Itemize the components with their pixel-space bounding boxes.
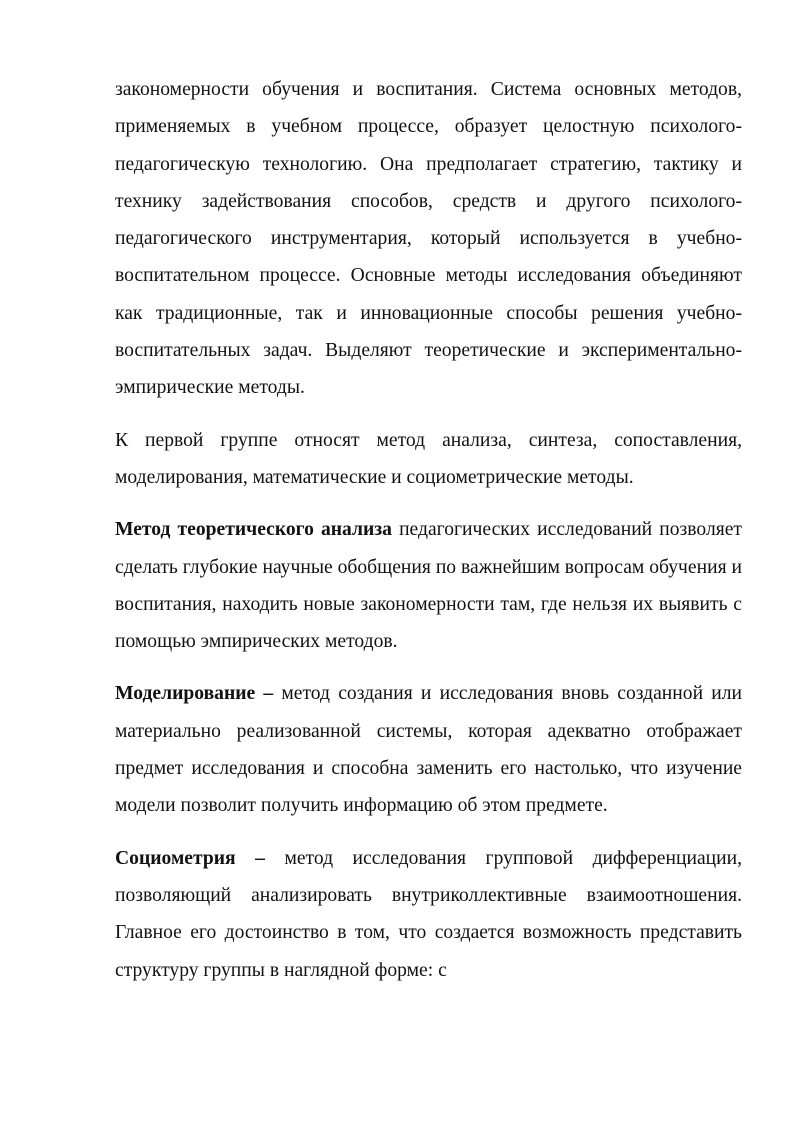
term-sociometry-dash: –	[235, 847, 265, 869]
paragraph-intro	[115, 71, 742, 407]
term-theoretical-analysis: Метод теоретического анализа	[115, 519, 392, 541]
paragraph-theoretical-analysis-text: педагогических исследований позволяет сделать глубокие научные обобщения по важнейшим вопросам обучения и воспитания, находить новые закономерности там, где нельзя их выявить с помощью эмпирических методов.	[115, 519, 742, 653]
term-sociometry: Социометрия	[115, 847, 236, 869]
paragraph-first-group	[115, 422, 742, 497]
paragraph-intro-text: закономерности обучения и воспитания. Система основных методов, применяемых в учебном процессе, образует целостную психолого-педагогическую технологию. Она предполагает стратегию, тактику и технику задействования способов, средств и другого психолого-педагогического инструментария, который используется в учебно-воспитательном процессе. Основные методы исследования объединяют как традиционные, так и инновационные способы решения учебно-воспитательных задач. Выделяют теоретические и экспериментально-эмпирические методы.	[115, 79, 742, 399]
paragraph-modeling	[115, 675, 742, 824]
paragraph-modeling-text: метод создания и исследования вновь созданной или материально реализованной системы, которая адекватно отображает предмет исследования и способна заменить его настолько, что изучение модели позволит получить информацию об этом предмете.	[115, 683, 742, 817]
paragraph-sociometry	[115, 840, 742, 989]
paragraph-sociometry-text: метод исследования групповой дифференциации, позволяющий анализировать внутриколлективные взаимоотношения. Главное его достоинство в том, что создается возможность представить структуру группы в наглядной форме: с	[115, 847, 743, 981]
document-page	[115, 71, 742, 1004]
term-modeling-dash: –	[255, 683, 274, 705]
term-modeling: Моделирование	[115, 683, 256, 705]
paragraph-theoretical-analysis	[115, 511, 742, 660]
paragraph-first-group-text: К первой группе относят метод анализа, синтеза, сопоставления, моделирования, математические и социометрические методы.	[115, 429, 742, 488]
